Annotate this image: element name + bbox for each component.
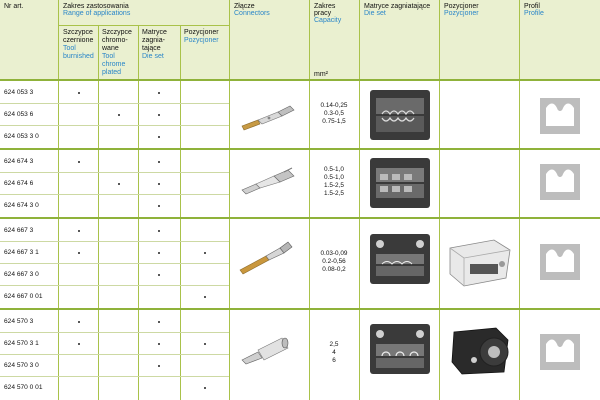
connector-image [238,100,302,132]
row-divider [0,241,229,242]
check-dot [78,343,80,345]
group-divider [0,217,600,219]
art-number: 624 570 0 01 [4,384,43,391]
check-dot [158,252,160,254]
header-dieset-pl: Matryce zagniatające [364,3,431,10]
check-dot [204,252,206,254]
capacity-value: 0.03-0,09 [320,250,348,257]
grid-line [439,0,440,400]
capacity-value: 2,5 [329,341,339,348]
header-capacity-en: Capacity [314,17,342,24]
header-range-pl: Zakres zastosowania [63,3,129,10]
check-dot [158,114,160,116]
check-dot [78,230,80,232]
profile-icon [540,164,580,200]
check-dot [118,114,120,116]
grid-line [519,0,520,400]
art-number: 624 053 3 [4,89,34,96]
die-set-image [368,88,432,142]
grid-line [98,25,99,400]
art-number: 624 667 3 1 [4,249,39,256]
header-connectors-en: Connectors [234,10,270,17]
capacity-value: 0.75-1,5 [322,118,346,125]
connector-image [236,326,300,366]
check-dot [158,365,160,367]
header-tool-burnished-en-2: burnished [63,53,94,60]
row-divider [0,354,229,355]
capacity-value: 0.5-1,0 [324,166,344,173]
header-positioner-col-pl: Pozycjoner [184,29,219,36]
positioner-image [444,322,516,378]
check-dot [158,321,160,323]
connector-image [236,236,300,276]
header-tool-burnished-pl-2: czernione [63,37,94,44]
die-set-image [368,232,432,286]
check-dot [204,343,206,345]
capacity-value: 1.5-2,5 [324,182,344,189]
positioner-image [444,234,516,290]
row-divider [0,172,229,173]
header-dieset-pl-3: tające [142,45,161,52]
art-number: 624 674 3 0 [4,202,39,209]
grid-line [138,25,139,400]
check-dot [204,387,206,389]
check-dot [78,321,80,323]
grid-line [58,25,229,26]
row-divider [0,376,229,377]
profile-icon [540,98,580,134]
row-divider [0,263,229,264]
header-profile-pl: Profil [524,3,540,10]
group-divider [0,308,600,310]
row-divider [0,194,229,195]
art-number: 624 674 3 [4,158,34,165]
check-dot [158,92,160,94]
header-nr-art: Nr art. [4,3,24,10]
row-divider [0,332,229,333]
header-tool-burnished-pl-1: Szczypce [63,29,93,36]
check-dot [118,183,120,185]
art-number: 624 053 3 0 [4,133,39,140]
header-tool-chrome-pl-2: chromo- [102,37,128,44]
header-positioner-col-en: Pozycjoner [184,37,219,44]
row-divider [0,103,229,104]
capacity-value: 0.2-0,56 [322,258,346,265]
connector-image [238,166,302,198]
header-tool-chrome-en-3: plated [102,69,122,76]
row-divider [0,125,229,126]
header-dieset-pl-2: zagnia- [142,37,165,44]
art-number: 624 674 6 [4,180,34,187]
header-dieset-en: Die set [142,53,164,60]
art-number: 624 570 3 [4,318,34,325]
profile-icon [540,244,580,280]
grid-line [180,25,181,400]
header-positioner-pl: Pozycjoner [444,3,479,10]
capacity-value: 0.14-0,25 [320,102,348,109]
capacity-value: 1.5-2,5 [324,190,344,197]
art-number: 624 570 3 0 [4,362,39,369]
art-number: 624 053 6 [4,111,34,118]
die-set-image [368,156,432,210]
check-dot [158,343,160,345]
header-positioner-en: Pozycjoner [444,10,479,17]
header-tool-chrome-en-1: Tool [102,53,115,60]
header-tool-chrome-pl-3: wane [102,45,119,52]
group-divider [0,148,600,150]
check-dot [158,136,160,138]
capacity-value: 6 [332,357,336,364]
art-number: 624 667 0 01 [4,293,43,300]
check-dot [158,230,160,232]
check-dot [78,252,80,254]
capacity-value: 4 [332,349,336,356]
art-number: 624 570 3 1 [4,340,39,347]
art-number: 624 667 3 0 [4,271,39,278]
row-divider [0,285,229,286]
capacity-value: 0.3-0,5 [324,110,344,117]
check-dot [78,92,80,94]
header-range-en: Range of applications [63,10,131,17]
check-dot [78,161,80,163]
grid-line [359,0,360,400]
capacity-value: 0.5-1,0 [324,174,344,181]
grid-line [0,79,600,81]
header-capacity-pl-1: Zakres [314,3,336,10]
header-tool-chrome-pl-1: Szczypce [102,29,132,36]
header-profile-en: Profile [524,10,544,17]
header-dieset-pl-1: Matryce [142,29,167,36]
header-capacity-pl-2: pracy [314,10,332,17]
grid-line [58,0,59,400]
check-dot [158,161,160,163]
header-unit: mm² [314,71,328,78]
check-dot [158,183,160,185]
header-dieset-en-main: Die set [364,10,386,17]
grid-line [309,0,310,400]
header-connectors-pl: Złącze [234,3,255,10]
check-dot [158,205,160,207]
header-tool-chrome-en-2: chrome [102,61,126,68]
header-tool-burnished-en-1: Tool [63,45,76,52]
check-dot [158,274,160,276]
check-dot [204,296,206,298]
grid-line [229,0,230,400]
art-number: 624 667 3 [4,227,34,234]
die-set-image [368,322,432,376]
capacity-value: 0.08-0,2 [322,266,346,273]
profile-icon [540,334,580,370]
